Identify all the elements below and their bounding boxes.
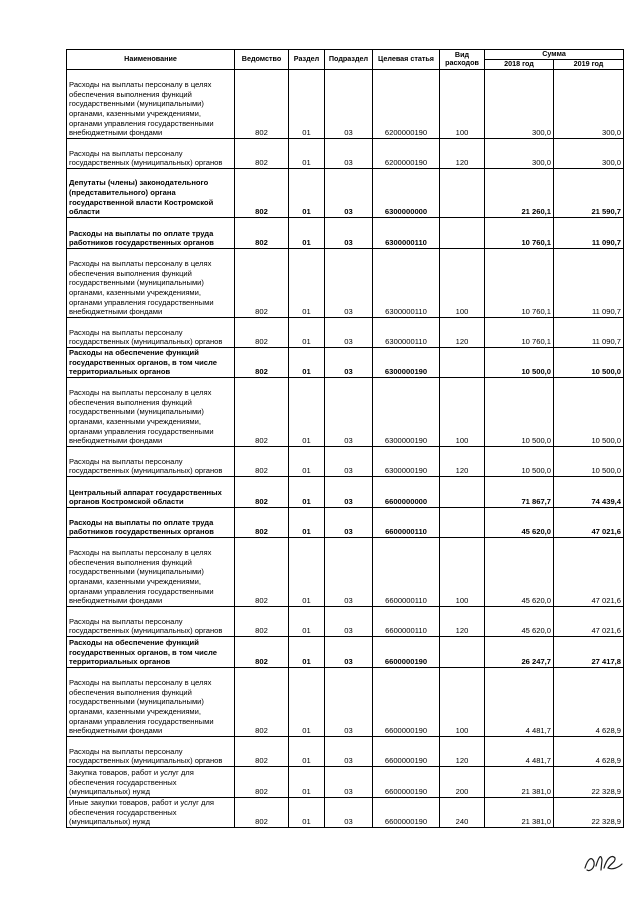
- cell-section: 01: [289, 507, 325, 537]
- cell-target: 6300000110: [373, 317, 440, 347]
- cell-name: Расходы на выплаты персоналу государственных (муниципальных) органов: [67, 317, 235, 347]
- cell-section: 01: [289, 69, 325, 138]
- cell-section: 01: [289, 347, 325, 377]
- cell-dept: 802: [235, 377, 289, 446]
- cell-sum-2018: 10 500,0: [485, 347, 554, 377]
- cell-target: 6600000110: [373, 507, 440, 537]
- cell-sum-2018: 10 760,1: [485, 217, 554, 248]
- cell-subsection: 03: [325, 377, 373, 446]
- header-name: Наименование: [67, 50, 235, 70]
- cell-sum-2019: 4 628,9: [554, 667, 624, 736]
- cell-sum-2018: 71 867,7: [485, 476, 554, 507]
- cell-subsection: 03: [325, 797, 373, 827]
- cell-name: Расходы на выплаты персоналу государственных (муниципальных) органов: [67, 736, 235, 766]
- cell-sum-2018: 45 620,0: [485, 507, 554, 537]
- cell-sum-2018: 21 381,0: [485, 797, 554, 827]
- table-row: [67, 606, 624, 636]
- cell-name: Расходы на выплаты по оплате труда работников государственных органов: [67, 507, 235, 537]
- cell-target: 6600000190: [373, 766, 440, 797]
- table-row: [67, 377, 624, 446]
- cell-target: 6200000190: [373, 69, 440, 138]
- cell-name: Расходы на выплаты персоналу в целях обеспечения выполнения функций государственными (муниципальными) органами, казенными учреждениями, органами управления государственными внебюджетными фондами: [67, 667, 235, 736]
- table-row: [67, 476, 624, 507]
- cell-exp-type: [440, 168, 485, 217]
- cell-sum-2019: 300,0: [554, 138, 624, 168]
- cell-sum-2018: 10 760,1: [485, 248, 554, 317]
- cell-target: 6300000110: [373, 248, 440, 317]
- cell-dept: 802: [235, 138, 289, 168]
- cell-sum-2018: 21 260,1: [485, 168, 554, 217]
- handwritten-page-number: [582, 846, 626, 876]
- cell-sum-2018: 10 500,0: [485, 377, 554, 446]
- cell-sum-2018: 4 481,7: [485, 667, 554, 736]
- cell-target: 6300000190: [373, 446, 440, 476]
- cell-subsection: 03: [325, 476, 373, 507]
- cell-sum-2019: 10 500,0: [554, 377, 624, 446]
- table-row: [67, 446, 624, 476]
- cell-sum-2018: 26 247,7: [485, 636, 554, 667]
- cell-subsection: 03: [325, 69, 373, 138]
- cell-sum-2019: 11 090,7: [554, 317, 624, 347]
- cell-dept: 802: [235, 347, 289, 377]
- cell-sum-2019: 11 090,7: [554, 217, 624, 248]
- cell-dept: 802: [235, 476, 289, 507]
- cell-exp-type: [440, 476, 485, 507]
- cell-subsection: 03: [325, 507, 373, 537]
- cell-sum-2019: 11 090,7: [554, 248, 624, 317]
- cell-sum-2019: 47 021,6: [554, 606, 624, 636]
- cell-name: Расходы на выплаты персоналу в целях обеспечения выполнения функций государственными (муниципальными) органами, казенными учреждениями, органами управления государственными внебюджетными фондами: [67, 69, 235, 138]
- cell-subsection: 03: [325, 317, 373, 347]
- cell-section: 01: [289, 736, 325, 766]
- cell-sum-2019: 74 439,4: [554, 476, 624, 507]
- cell-dept: 802: [235, 736, 289, 766]
- cell-section: 01: [289, 766, 325, 797]
- cell-section: 01: [289, 606, 325, 636]
- cell-dept: 802: [235, 168, 289, 217]
- header-year-2019: 2019 год: [554, 59, 624, 69]
- cell-name: Расходы на выплаты персоналу в целях обеспечения выполнения функций государственными (муниципальными) органами, казенными учреждениями, органами управления государственными внебюджетными фондами: [67, 537, 235, 606]
- cell-sum-2019: 300,0: [554, 69, 624, 138]
- cell-dept: 802: [235, 667, 289, 736]
- cell-subsection: 03: [325, 537, 373, 606]
- cell-exp-type: 120: [440, 606, 485, 636]
- table-row: [67, 248, 624, 317]
- cell-section: 01: [289, 446, 325, 476]
- cell-target: 6300000110: [373, 217, 440, 248]
- cell-target: 6600000190: [373, 636, 440, 667]
- cell-exp-type: [440, 217, 485, 248]
- cell-name: Расходы на выплаты персоналу государственных (муниципальных) органов: [67, 446, 235, 476]
- cell-target: 6200000190: [373, 138, 440, 168]
- cell-section: 01: [289, 636, 325, 667]
- cell-subsection: 03: [325, 248, 373, 317]
- cell-sum-2019: 4 628,9: [554, 736, 624, 766]
- cell-section: 01: [289, 217, 325, 248]
- cell-name: Расходы на обеспечение функций государственных органов, в том числе территориальных органов: [67, 347, 235, 377]
- cell-exp-type: [440, 507, 485, 537]
- cell-sum-2019: 22 328,9: [554, 766, 624, 797]
- cell-sum-2018: 4 481,7: [485, 736, 554, 766]
- cell-section: 01: [289, 168, 325, 217]
- cell-section: 01: [289, 248, 325, 317]
- header-exp-type: Вид расходов: [440, 50, 485, 70]
- cell-exp-type: 120: [440, 736, 485, 766]
- cell-subsection: 03: [325, 217, 373, 248]
- cell-exp-type: 120: [440, 446, 485, 476]
- cell-sum-2018: 45 620,0: [485, 537, 554, 606]
- cell-name: Закупка товаров, работ и услуг для обеспечения государственных (муниципальных) нужд: [67, 766, 235, 797]
- cell-name: Центральный аппарат государственных органов Костромской области: [67, 476, 235, 507]
- cell-name: Расходы на выплаты персоналу в целях обеспечения выполнения функций государственными (муниципальными) органами, казенными учреждениями, органами управления государственными внебюджетными фондами: [67, 377, 235, 446]
- cell-exp-type: 100: [440, 537, 485, 606]
- table-row: [67, 636, 624, 667]
- cell-exp-type: 200: [440, 766, 485, 797]
- cell-dept: 802: [235, 317, 289, 347]
- cell-exp-type: 240: [440, 797, 485, 827]
- cell-subsection: 03: [325, 736, 373, 766]
- cell-subsection: 03: [325, 168, 373, 217]
- cell-subsection: 03: [325, 347, 373, 377]
- header-subsection: Подраздел: [325, 50, 373, 70]
- cell-exp-type: 100: [440, 69, 485, 138]
- cell-sum-2018: 45 620,0: [485, 606, 554, 636]
- cell-sum-2018: 10 500,0: [485, 446, 554, 476]
- table-row: [67, 507, 624, 537]
- header-section: Раздел: [289, 50, 325, 70]
- cell-target: 6300000190: [373, 377, 440, 446]
- cell-exp-type: 120: [440, 138, 485, 168]
- cell-dept: 802: [235, 248, 289, 317]
- cell-target: 6300000190: [373, 347, 440, 377]
- budget-table: [66, 49, 624, 828]
- cell-name: Иные закупки товаров, работ и услуг для обеспечения государственных (муниципальных) нужд: [67, 797, 235, 827]
- cell-name: Депутаты (члены) законодательного (представительного) органа государственной власти Костромской области: [67, 168, 235, 217]
- table-row: [67, 347, 624, 377]
- cell-dept: 802: [235, 446, 289, 476]
- cell-section: 01: [289, 138, 325, 168]
- table-row: [67, 217, 624, 248]
- cell-dept: 802: [235, 606, 289, 636]
- table-row: [67, 317, 624, 347]
- table-row: [67, 168, 624, 217]
- cell-sum-2018: 300,0: [485, 138, 554, 168]
- cell-exp-type: [440, 347, 485, 377]
- cell-exp-type: 100: [440, 248, 485, 317]
- cell-dept: 802: [235, 507, 289, 537]
- cell-section: 01: [289, 317, 325, 347]
- cell-dept: 802: [235, 636, 289, 667]
- cell-sum-2018: 10 760,1: [485, 317, 554, 347]
- cell-sum-2019: 47 021,6: [554, 507, 624, 537]
- cell-subsection: 03: [325, 446, 373, 476]
- cell-dept: 802: [235, 217, 289, 248]
- table-row: [67, 69, 624, 138]
- cell-section: 01: [289, 667, 325, 736]
- table-body: [67, 69, 624, 827]
- cell-dept: 802: [235, 537, 289, 606]
- table-row: [67, 138, 624, 168]
- cell-subsection: 03: [325, 636, 373, 667]
- cell-subsection: 03: [325, 138, 373, 168]
- cell-target: 6300000000: [373, 168, 440, 217]
- cell-sum-2019: 47 021,6: [554, 537, 624, 606]
- cell-exp-type: [440, 636, 485, 667]
- cell-subsection: 03: [325, 766, 373, 797]
- cell-sum-2019: 10 500,0: [554, 446, 624, 476]
- cell-name: Расходы на выплаты персоналу государственных (муниципальных) органов: [67, 606, 235, 636]
- cell-target: 6600000190: [373, 797, 440, 827]
- cell-name: Расходы на выплаты персоналу государственных (муниципальных) органов: [67, 138, 235, 168]
- table-row: [67, 736, 624, 766]
- cell-sum-2018: 300,0: [485, 69, 554, 138]
- cell-section: 01: [289, 377, 325, 446]
- cell-dept: 802: [235, 797, 289, 827]
- header-target: Целевая статья: [373, 50, 440, 70]
- cell-sum-2018: 21 381,0: [485, 766, 554, 797]
- table-row: [67, 766, 624, 797]
- cell-target: 6600000190: [373, 736, 440, 766]
- cell-target: 6600000000: [373, 476, 440, 507]
- cell-name: Расходы на выплаты персоналу в целях обеспечения выполнения функций государственными (муниципальными) органами, казенными учреждениями, органами управления государственными внебюджетными фондами: [67, 248, 235, 317]
- cell-sum-2019: 27 417,8: [554, 636, 624, 667]
- cell-subsection: 03: [325, 667, 373, 736]
- cell-target: 6600000190: [373, 667, 440, 736]
- cell-sum-2019: 10 500,0: [554, 347, 624, 377]
- header-sum: Сумма: [485, 50, 624, 60]
- cell-exp-type: 100: [440, 377, 485, 446]
- cell-exp-type: 100: [440, 667, 485, 736]
- cell-target: 6600000110: [373, 606, 440, 636]
- cell-name: Расходы на обеспечение функций государственных органов, в том числе территориальных органов: [67, 636, 235, 667]
- table-row: [67, 797, 624, 827]
- header-year-2018: 2018 год: [485, 59, 554, 69]
- table-row: [67, 537, 624, 606]
- cell-section: 01: [289, 797, 325, 827]
- cell-target: 6600000110: [373, 537, 440, 606]
- cell-section: 01: [289, 476, 325, 507]
- cell-sum-2019: 21 590,7: [554, 168, 624, 217]
- cell-section: 01: [289, 537, 325, 606]
- cell-subsection: 03: [325, 606, 373, 636]
- cell-dept: 802: [235, 69, 289, 138]
- header-dept: Ведомство: [235, 50, 289, 70]
- cell-name: Расходы на выплаты по оплате труда работников государственных органов: [67, 217, 235, 248]
- cell-exp-type: 120: [440, 317, 485, 347]
- table-row: [67, 667, 624, 736]
- cell-dept: 802: [235, 766, 289, 797]
- cell-sum-2019: 22 328,9: [554, 797, 624, 827]
